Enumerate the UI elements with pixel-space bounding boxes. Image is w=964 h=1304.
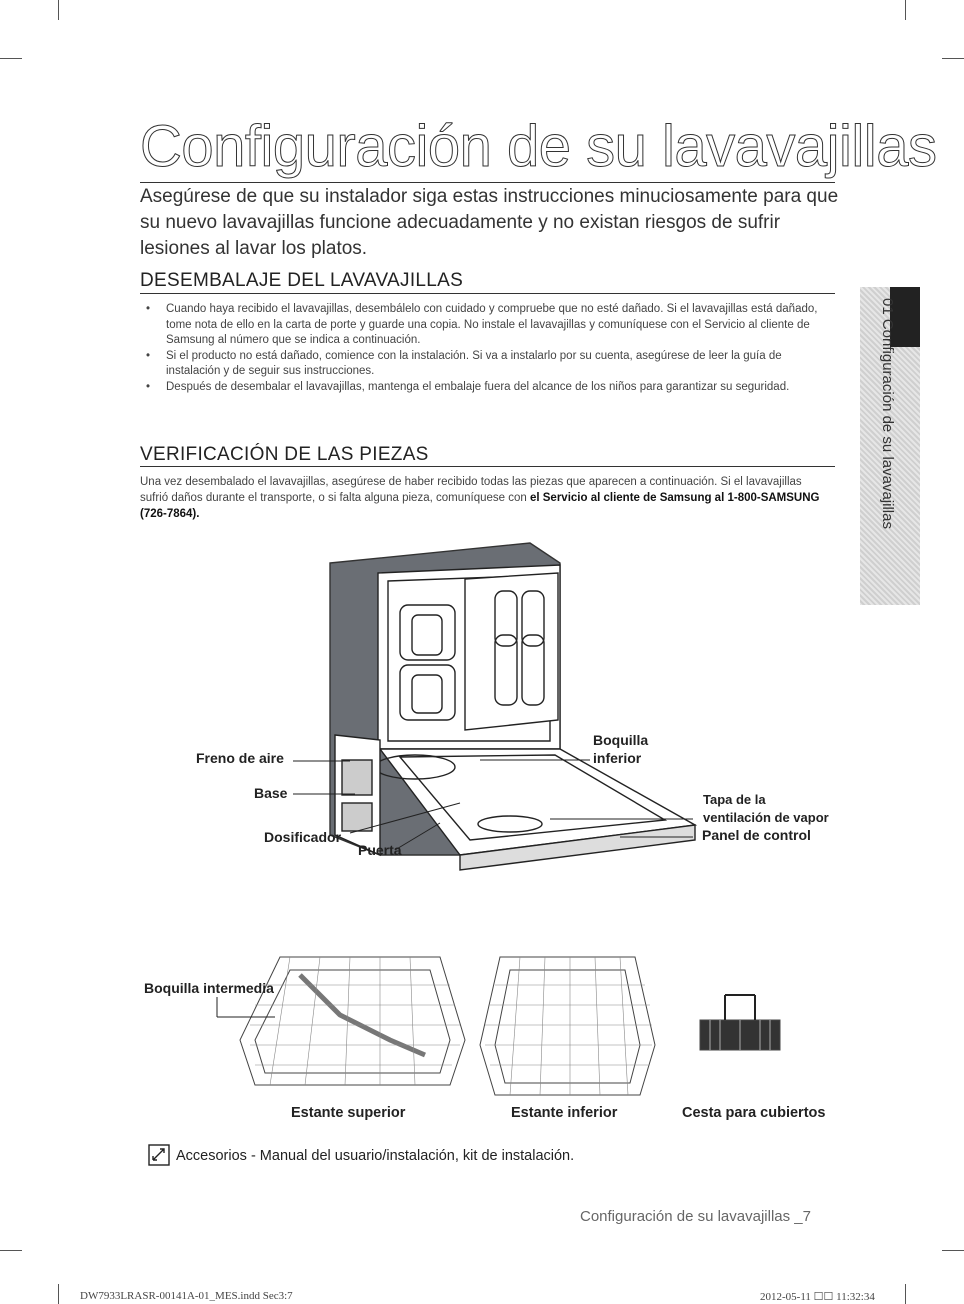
caption-cesta-cubiertos: Cesta para cubiertos <box>682 1105 826 1121</box>
label-dosificador: Dosificador <box>264 829 342 845</box>
label-panel-de-control: Panel de control <box>702 827 811 843</box>
parts-text: Una vez desembalado el lavavajillas, asegúrese de haber recibido todas las piezas que aparecen a continuación. Si el lavavajillas sufrió daños durante el transporte, o si falta alguna pieza, comuníquese con <box>140 476 802 504</box>
section-heading-parts: VERIFICACIÓN DE LAS PIEZAS <box>140 444 429 465</box>
crop-mark <box>58 1284 59 1304</box>
crop-mark <box>942 58 964 59</box>
crop-mark <box>0 1250 22 1251</box>
section-heading-unpacking: DESEMBALAJE DEL LAVAVAJILLAS <box>140 270 464 291</box>
intro-text: Asegúrese de que su instalador siga estas instrucciones minuciosamente para que su nuevo lavavajillas funcione adecuadamente y no existan riesgos de sufrir lesiones al lavar los platos. <box>140 186 839 259</box>
label-ventilacion: ventilación de vapor <box>703 810 829 825</box>
label-inferior: inferior <box>593 750 642 766</box>
page-title: Configuración de su lavavajillas <box>140 114 937 179</box>
caption-estante-superior: Estante superior <box>291 1105 406 1121</box>
section-rule <box>140 466 835 467</box>
label-tapa: Tapa de la <box>703 792 766 807</box>
unpacking-bullets <box>140 302 830 395</box>
slug-right: 2012-05-11 ☐☐ 11:32:34 <box>760 1291 875 1303</box>
crop-mark <box>905 0 906 20</box>
bullet-item: • Si el producto no está dañado, comience con la instalación. Si va a instalarlo por su cuenta, asegúrese de leer la guía de instalación y de seguir sus instrucciones. <box>140 349 830 380</box>
parts-contact: el Servicio al cliente de Samsung al 1-800-SAMSUNG (726-7864). <box>140 492 820 520</box>
label-base: Base <box>254 785 288 801</box>
accessories-illustration <box>140 945 840 1105</box>
parts-paragraph <box>140 474 830 522</box>
running-footer: Configuración de su lavavajillas _7 <box>580 1208 811 1225</box>
section-rule <box>140 293 835 294</box>
label-boquilla-intermedia: Boquilla intermedia <box>144 980 274 996</box>
lower-rack <box>480 957 655 1095</box>
slug-left: DW7933LRASR-00141A-01_MES.indd Sec3:7 <box>80 1290 293 1302</box>
crop-mark <box>0 58 22 59</box>
accessories-note: Accesorios - Manual del usuario/instalación, kit de instalación. <box>176 1148 575 1164</box>
label-boquilla: Boquilla <box>593 732 649 748</box>
label-freno-de-aire: Freno de aire <box>196 750 284 766</box>
note-icon <box>148 1144 170 1166</box>
side-tab-label: 01 Configuración de su lavavajillas <box>879 298 896 529</box>
title-rule <box>140 182 835 183</box>
bullet-item: • Después de desembalar el lavavajillas, mantenga el embalaje fuera del alcance de los niños para garantizar su seguridad. <box>140 380 830 396</box>
crop-mark <box>905 1284 906 1304</box>
crop-mark <box>942 1250 964 1251</box>
bullet-item: • Cuando haya recibido el lavavajillas, desembálelo con cuidado y compruebe que no esté dañado. Si el lavavajillas está dañado, tome nota de ello en la carta de porte y guarde una copia. No instale el lavavajillas y comuníquese con el Servicio al cliente de Samsung al número que se indica a continuación. <box>140 302 830 349</box>
crop-mark <box>58 0 59 20</box>
caption-estante-inferior: Estante inferior <box>511 1105 618 1121</box>
label-puerta: Puerta <box>358 842 402 858</box>
